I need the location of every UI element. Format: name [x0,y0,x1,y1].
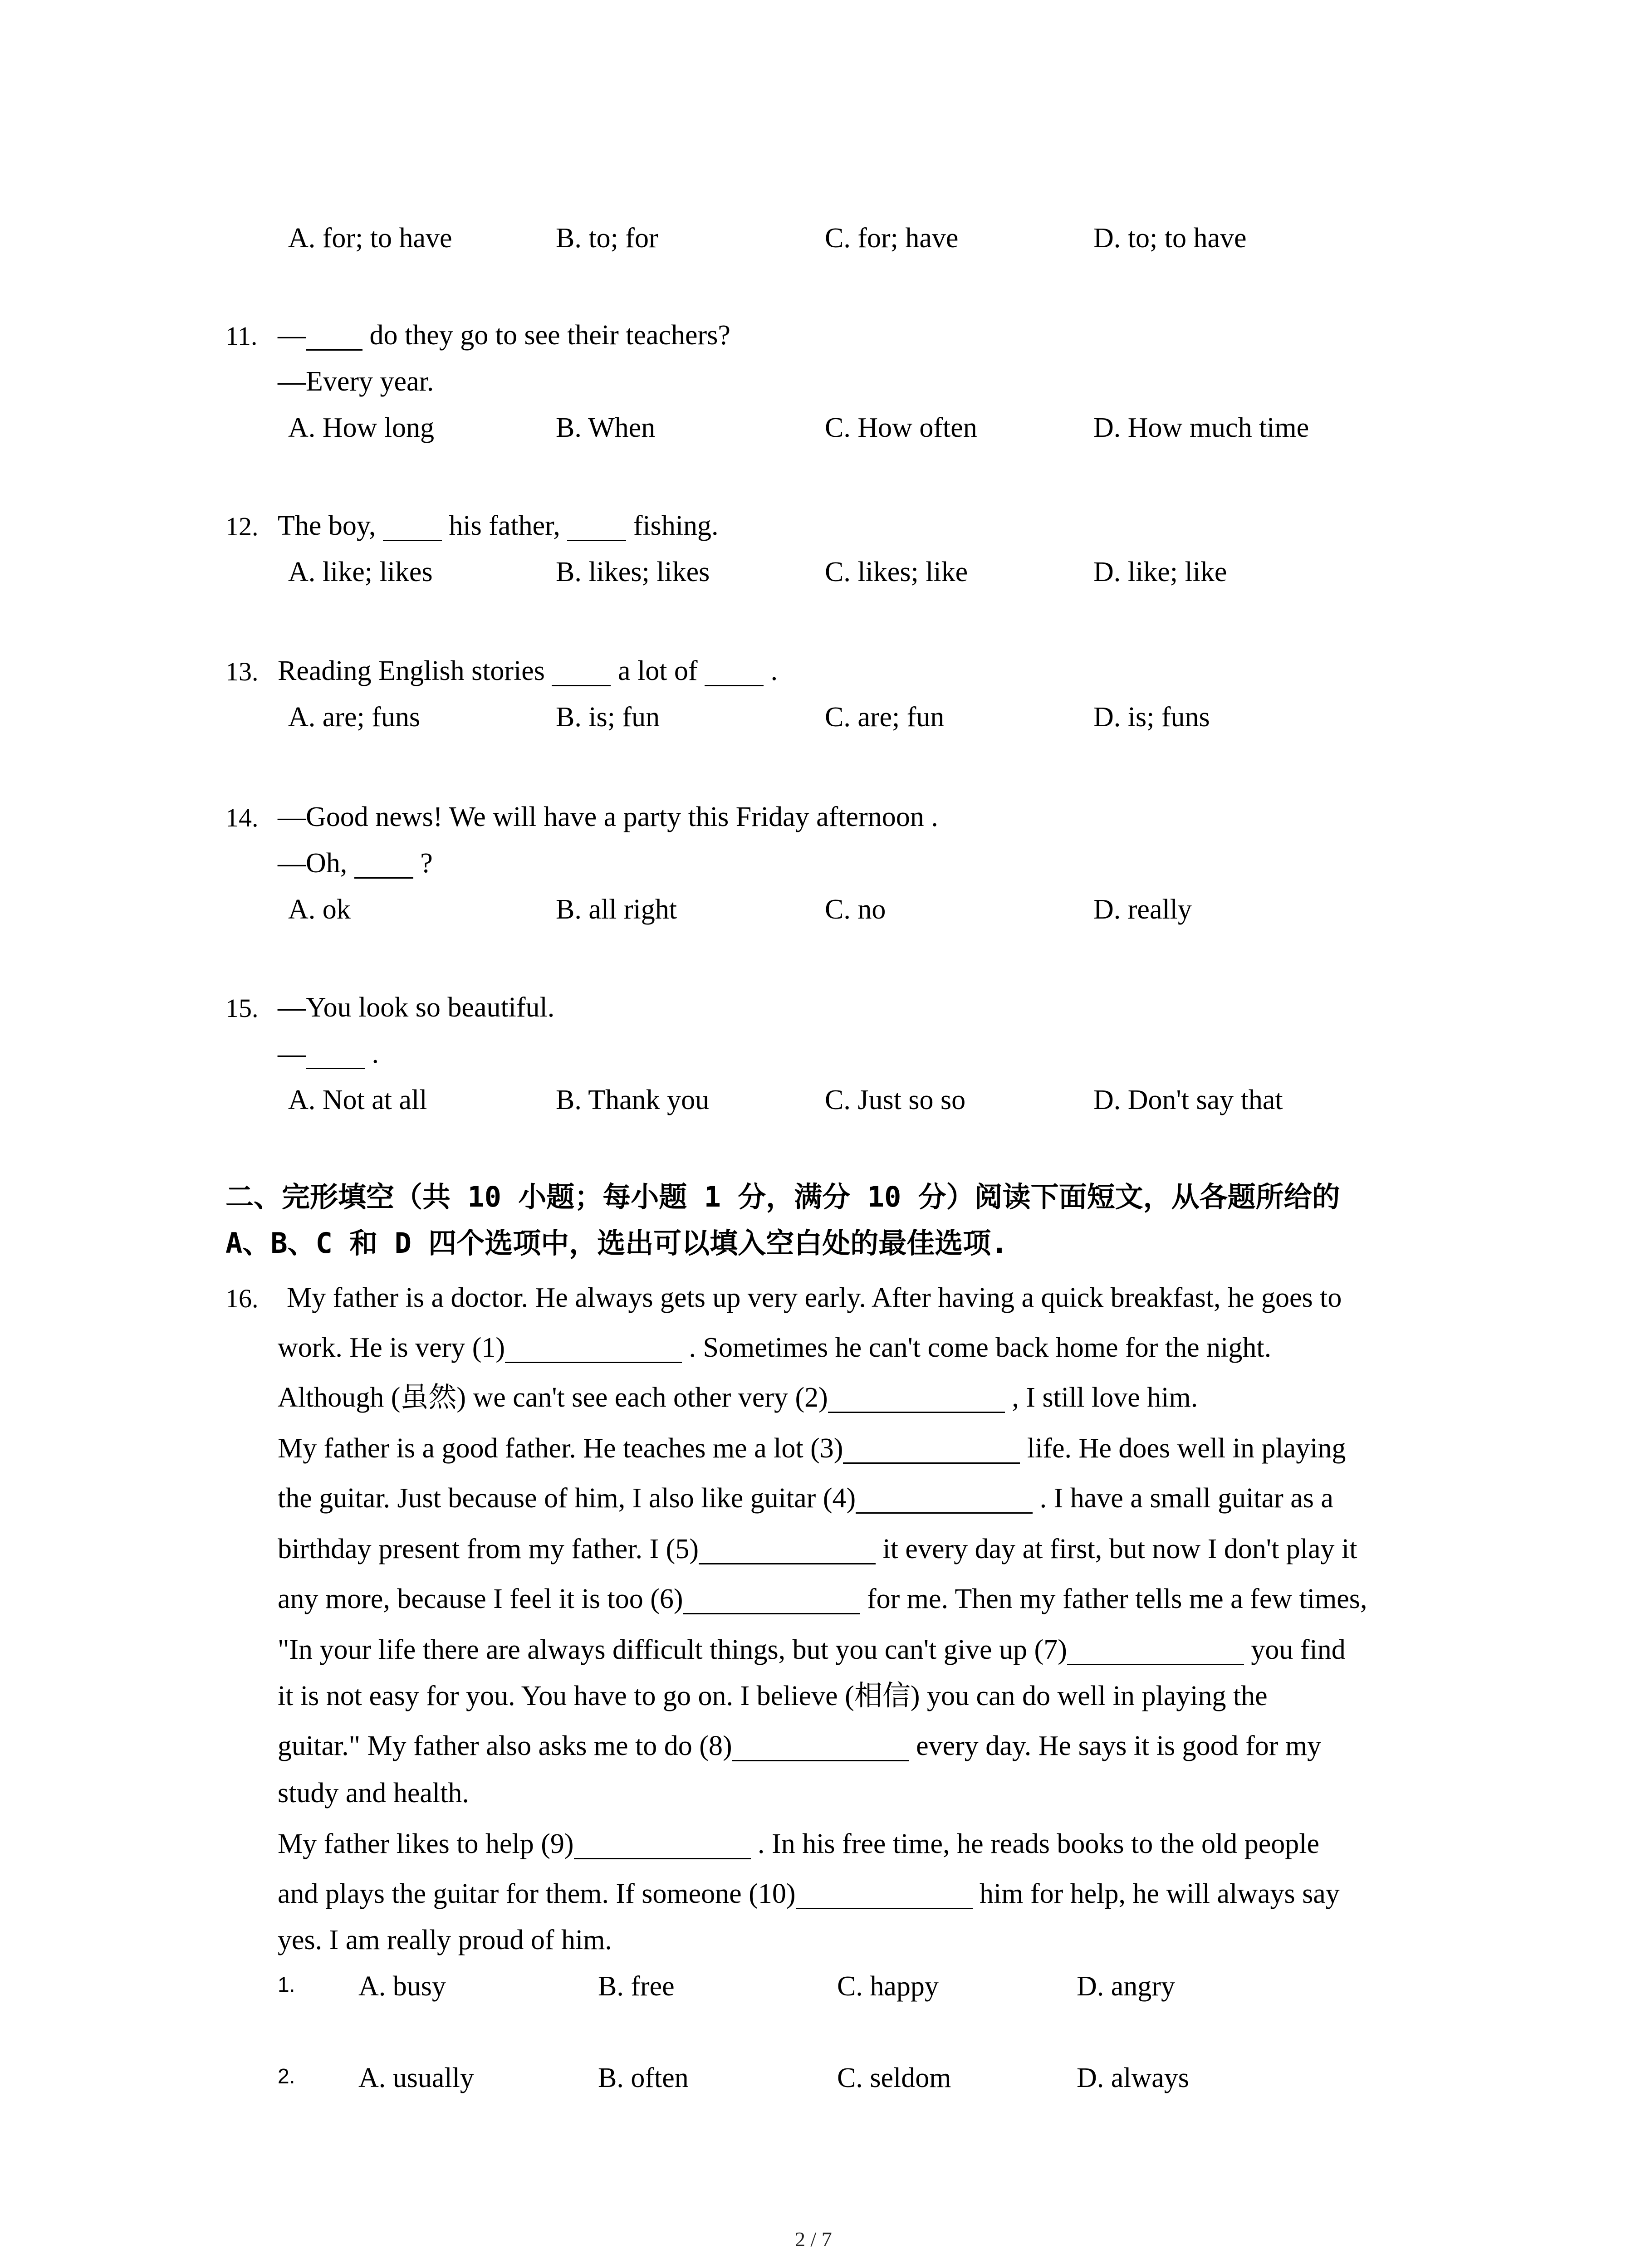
question-number: 2. [278,2064,295,2088]
passage-line: the guitar. Just because of him, I also like guitar (4) . I have a small guitar as a [278,1483,1333,1514]
blank [552,657,611,686]
blank [705,657,764,686]
q14-option-c: C. no [825,894,886,925]
sub1-option-b: B. free [598,1971,675,2002]
answer-line: —Oh, ? [278,848,433,879]
question-number: 12. [225,512,259,541]
passage-line: yes. I am really proud of him. [278,1925,612,1955]
q15-option-d: D. Don't say that [1093,1085,1283,1115]
q13-option-c: C. are; fun [825,702,945,733]
q11-option-a: A. How long [288,412,435,443]
blank [354,849,413,879]
question-stem: —You look so beautiful. [278,992,555,1023]
q12-option-b: B. likes; likes [556,557,710,587]
question-number: 14. [225,803,259,832]
passage-line: guitar." My father also asks me to do (8) every day. He says it is good for my [278,1730,1322,1761]
q13-option-b: B. is; fun [556,702,660,733]
q14-option-b: B. all right [556,894,677,925]
q10-option-c: C. for; have [825,223,959,254]
q12-option-c: C. likes; like [825,557,968,587]
question-number: 16. [225,1284,259,1313]
q13-option-a: A. are; funs [288,702,420,733]
q11-option-b: B. When [556,412,656,443]
sub2-option-d: D. always [1077,2063,1189,2093]
blank-10 [796,1880,973,1909]
q11-option-c: C. How often [825,412,977,443]
blank [383,512,442,541]
q15-option-b: B. Thank you [556,1085,710,1115]
question-stem: —Good news! We will have a party this Friday afternoon . [278,802,938,832]
blank [567,512,626,541]
section-heading-line-2: A、B、C 和 D 四个选项中，选出可以填入空白处的最佳选项. [225,1227,1008,1260]
q11-option-d: D. How much time [1093,412,1309,443]
sub1-option-a: A. busy [358,1971,446,2002]
question-number: 1. [278,1973,295,1996]
passage-line: Although (虽然) we can't see each other very (2) , I still love him. [278,1382,1198,1413]
blank-2 [828,1383,1005,1413]
sub2-option-c: C. seldom [837,2063,951,2093]
passage-line: any more, because I feel it is too (6) for me. Then my father tells me a few times, [278,1584,1367,1614]
blank [306,321,362,351]
blank-4 [856,1484,1033,1514]
q13-option-d: D. is; funs [1093,702,1210,733]
passage-line: it is not easy for you. You have to go on. I believe (相信) you can do well in playing the [278,1681,1268,1711]
question-number: 11. [225,321,258,351]
blank-9 [574,1830,751,1859]
q14-option-d: D. really [1093,894,1192,925]
page-number: 2 / 7 [795,2228,832,2251]
question-stem: The boy, his father, fishing. [278,510,719,541]
answer-line: —Every year. [278,366,434,397]
question-stem: — do they go to see their teachers? [278,320,730,351]
q12-option-d: D. like; like [1093,557,1227,587]
question-number: 13. [225,657,259,686]
passage-line: My father is a doctor. He always gets up very early. After having a quick breakfast, he goes to [287,1282,1342,1313]
blank-7 [1067,1636,1244,1665]
q10-option-a: A. for; to have [288,223,452,254]
passage-line: birthday present from my father. I (5) it every day at first, but now I don't play it [278,1534,1357,1564]
passage-line: work. He is very (1) . Sometimes he can't come back home for the night. [278,1332,1272,1363]
blank-5 [699,1535,876,1564]
sub2-option-b: B. often [598,2063,689,2093]
blank-8 [732,1732,909,1761]
q10-option-b: B. to; for [556,223,658,254]
question-number: 15. [225,993,259,1023]
sub2-option-a: A. usually [358,2063,474,2093]
passage-line: My father is a good father. He teaches me a lot (3) life. He does well in playing [278,1433,1346,1464]
q14-option-a: A. ok [288,894,351,925]
blank [306,1040,365,1069]
section-heading-line-1: 二、完形填空（共 10 小题；每小题 1 分，满分 10 分）阅读下面短文，从各题所给的 [225,1180,1340,1213]
q15-option-a: A. Not at all [288,1085,427,1115]
passage-line: and plays the guitar for them. If someone (10) him for help, he will always say [278,1878,1340,1909]
passage-line: study and health. [278,1778,469,1809]
blank-3 [843,1434,1020,1464]
q12-option-a: A. like; likes [288,557,433,587]
blank-1 [505,1334,682,1363]
sub1-option-d: D. angry [1077,1971,1175,2002]
passage-line: My father likes to help (9) . In his free time, he reads books to the old people [278,1828,1319,1859]
question-stem: Reading English stories a lot of . [278,655,778,686]
sub1-option-c: C. happy [837,1971,939,2002]
blank-6 [683,1585,860,1614]
q10-option-d: D. to; to have [1093,223,1247,254]
q15-option-c: C. Just so so [825,1085,966,1115]
answer-line: — . [278,1038,379,1069]
passage-line: "In your life there are always difficult things, but you can't give up (7) you find [278,1634,1346,1665]
